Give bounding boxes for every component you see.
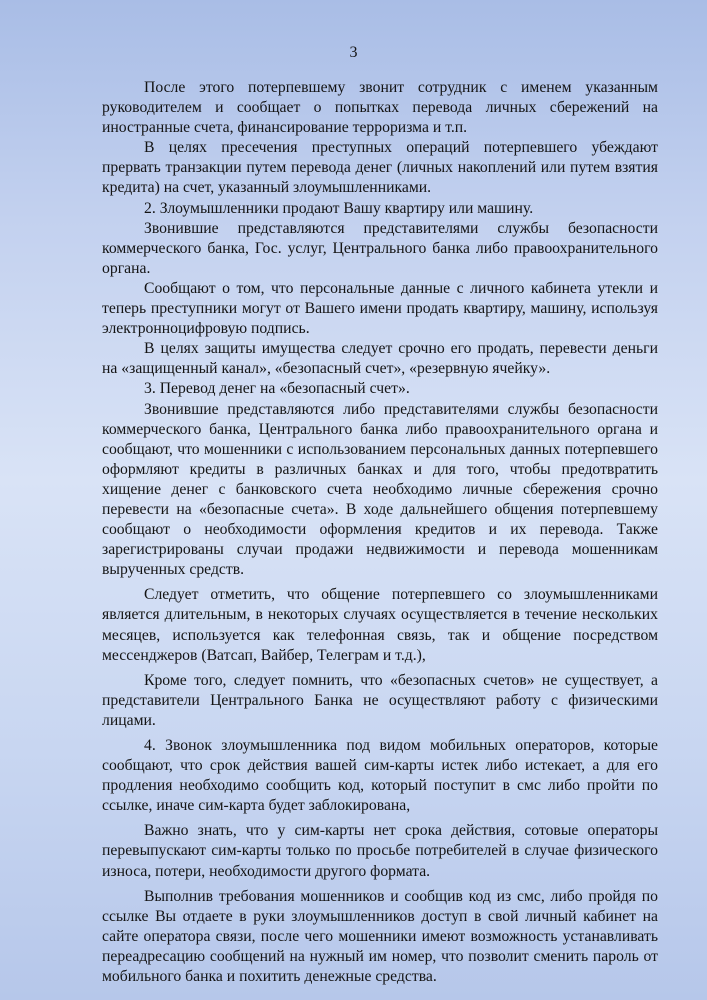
paragraph: В целях пресечения преступных операций потерпевшего убеждают прервать транзакции путем перевода денег (личных накоплений или путем взятия кредита) на счет, указанный злоумышленниками. — [102, 139, 658, 197]
paragraph: Следует отметить, что общение потерпевшего со злоумышленниками является длительным, в некоторых случаях осуществляется в течение нескольких месяцев, используется как телефонная связь, так и общение посредством мессенджеров (Ватсап, Вайбер, Телеграм и т.д.), — [102, 586, 658, 664]
paragraph: В целях защиты имущества следует срочно его продать, перевести деньги на «защищенный канал», «безопасный счет», «резервную ячейку». — [102, 340, 658, 378]
section-heading-3: 3. Перевод денег на «безопасный счет». — [144, 380, 410, 398]
paragraph: Важно знать, что у сим-карты нет срока действия, сотовые операторы перевыпускают сим-карты только по просьбе потребителей в случае физического износа, потери, необходимости другого формата. — [102, 822, 658, 880]
paragraph: Кроме того, следует помнить, что «безопасных счетов» не существует, а представители Центрального Банка не осуществляют работу с физическими лицами. — [102, 671, 658, 729]
paragraph: Выполнив требования мошенников и сообщив код из смс, либо пройдя по ссылке Вы отдаете в руки злоумышленников доступ в свой личный кабинет на сайте оператора связи, после чего мошенники имеют возможность устанавливать переадресацию сообщений на нужный им номер, что позволит сменить пароль от мобильного банка и похитить денежные средства. — [102, 887, 658, 986]
page-number: 3 — [349, 44, 358, 61]
paragraph: Звонившие представляются либо представителями службы безопасности коммерческого банка, Центрального банка либо правоохранительного органа и сообщают, что мошенники с использованием персональных данных потерпевшего оформляют кредиты в различных банках и для того, чтобы предотвратить хищение денег с банковского счета необходимо личные сбережения срочно перевести на «безопасные счета». В ходе дальнейшего общения потерпевшему сообщают о необходимости оформления кредитов и их перевода. Также зарегистрированы случаи продажи недвижимости и перевода мошенникам вырученных средств. — [102, 400, 658, 579]
section-paragraph-4: 4. Звонок злоумышленника под видом мобильных операторов, которые сообщают, что срок действия вашей сим-карты истек либо истекает, а для его продления необходимо сообщить код, который поступит в смс либо пройти по ссылке, иначе сим-карта будет заблокирована, — [102, 737, 658, 815]
paragraph: После этого потерпевшему звонит сотрудник с именем указанным руководителем и сообщает о попытках перевода личных сбережений на иностранные счета, финансирование терроризма и т.п. — [102, 79, 658, 137]
section-heading-2: 2. Злоумышленники продают Вашу квартиру или машину. — [144, 199, 534, 217]
paragraph: Сообщают о том, что персональные данные с личного кабинета утекли и теперь преступники могут от Вашего имени продать квартиру, машину, используя электронноцифровую подпись. — [102, 279, 658, 338]
document-body — [102, 78, 658, 987]
paragraph: Звонившие представляются представителями службы безопасности коммерческого банка, Гос. услуг, Центрального банка либо правоохранительного органа. — [102, 219, 658, 277]
